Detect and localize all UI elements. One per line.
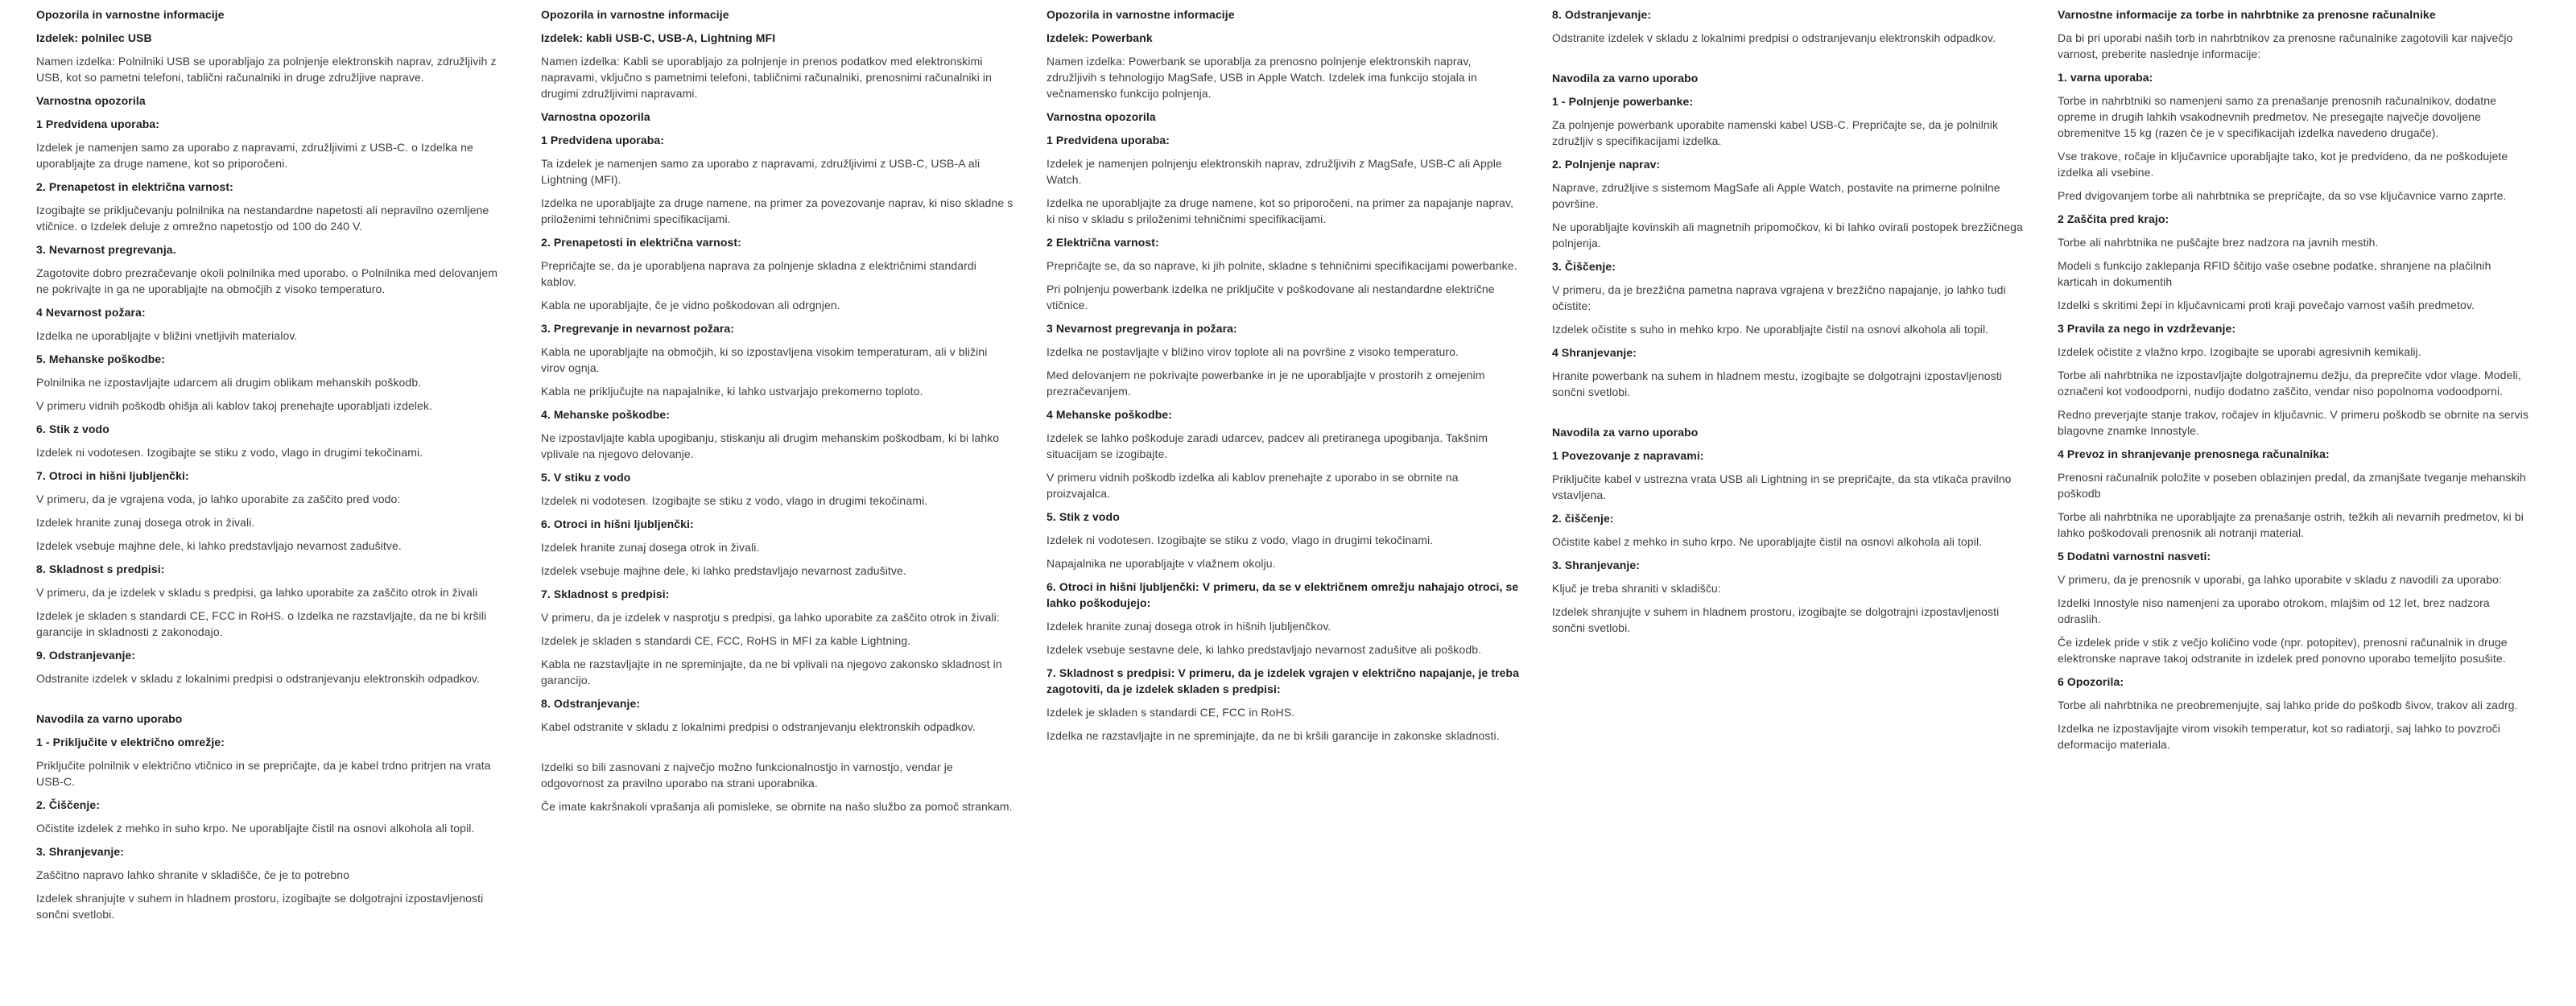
section-heading: 1 - Polnjenje powerbanke: (1552, 95, 1694, 108)
paragraph: Namen izdelka: Powerbank se uporablja za prenosno polnjenje elektronskih naprav, združljivih s tehnologijo MagSafe, USB in Apple Watch. Izdelek ima funkcijo stojala in večnamensko funkcijo polnjenja. (1046, 55, 1477, 100)
paragraph: V primeru, da je brezžična pametna naprava vgrajena v brezžično napajanje, jo lahko tudi očistite: (1552, 283, 2006, 312)
section-heading: Opozorila in varnostne informacije (36, 8, 225, 21)
paragraph: Izdelki Innostyle niso namenjeni za uporabo otrokom, mlajšim od 12 let, brez nadzora odraslih. (2058, 596, 2490, 625)
section-heading: 5. Stik z vodo (1046, 510, 1120, 523)
section-heading: 1 Predvidena uporaba: (541, 134, 665, 146)
paragraph: Izdelek je skladen s standardi CE, FCC in RoHS. (1046, 706, 1295, 719)
paragraph: Napajalnika ne uporabljajte v vlažnem okolju. (1046, 557, 1276, 570)
paragraph: Polnilnika ne izpostavljajte udarcem ali drugim oblikam mehanskih poškodb. (36, 376, 422, 389)
section-heading: 8. Odstranjevanje: (541, 697, 641, 710)
section-heading: 4 Nevarnost požara: (36, 306, 146, 319)
paragraph: Izdelka ne razstavljajte in ne spreminjajte, da ne bi kršili garancije in zakonske skladnosti. (1046, 729, 1500, 742)
paragraph: Izdelek shranjujte v suhem in hladnem prostoru, izogibajte se dolgotrajni izpostavljenosti sončni svetlobi. (36, 892, 484, 921)
column-cables (541, 6, 1014, 822)
paragraph: Hranite powerbank na suhem in hladnem mestu, izogibajte se dolgotrajni izpostavljenosti sončni svetlobi. (1552, 369, 2002, 398)
paragraph: Izdelek ni vodotesen. Izogibajte se stiku z vodo, vlago in drugimi tekočinami. (36, 446, 423, 459)
section-heading: 5. Mehanske poškodbe: (36, 353, 166, 365)
section-heading: 9. Odstranjevanje: (36, 649, 136, 662)
section-heading: 3. Nevarnost pregrevanja. (36, 243, 176, 256)
paragraph: Ne izpostavljajte kabla upogibanju, stiskanju ali drugim mehanskim poškodbam, ki bi lahko vplivale na njegovo delovanje. (541, 431, 1000, 460)
paragraph: Pred dvigovanjem torbe ali nahrbtnika se prepričajte, da so vse ključavnice varno zaprte. (2058, 189, 2507, 202)
section-heading: 2. Prenapetost in električna varnost: (36, 180, 233, 193)
section-heading: 2. Polnjenje naprav: (1552, 158, 1661, 171)
column-laptop-bags (2058, 6, 2531, 760)
column-usb-charger (36, 6, 510, 930)
paragraph: Da bi pri uporabi naših torb in nahrbtnikov za prenosne računalnike zagotovili kar največjo varnost, preberite naslednje informacije: (2058, 31, 2513, 60)
section-heading: 8. Odstranjevanje: (1552, 8, 1652, 21)
paragraph: Naprave, združljive s sistemom MagSafe ali Apple Watch, postavite na primerne polnilne površine. (1552, 181, 2000, 210)
section-heading: 3. Shranjevanje: (36, 845, 124, 858)
paragraph: Izdelek je skladen s standardi CE, FCC, RoHS in MFI za kable Lightning. (541, 634, 911, 647)
section-heading: 1 Predvidena uporaba: (36, 118, 160, 130)
section-heading: Varnostna opozorila (541, 110, 650, 123)
paragraph: Izdelek vsebuje sestavne dele, ki lahko predstavljajo nevarnost zadušitve ali poškodb. (1046, 643, 1482, 656)
section-heading: 1 - Priključite v električno omrežje: (36, 736, 225, 748)
paragraph: Izdelek je skladen s standardi CE, FCC in RoHS. o Izdelka ne razstavljajte, da ne bi kršili garancije in skladnosti z zakonodajo. (36, 609, 487, 638)
section-heading: Varnostna opozorila (36, 94, 146, 107)
paragraph: Izdelek očistite z vlažno krpo. Izogibajte se uporabi agresivnih kemikalij. (2058, 345, 2421, 358)
section-heading: 4 Prevoz in shranjevanje prenosnega računalnika: (2058, 447, 2330, 460)
paragraph: Zaščitno napravo lahko shranite v skladišče, če je to potrebno (36, 868, 350, 881)
section-heading: 2. čiščenje: (1552, 512, 1614, 525)
paragraph: Izdelek ni vodotesen. Izogibajte se stiku z vodo, vlago in drugimi tekočinami. (541, 494, 928, 507)
section-heading: Izdelek: kabli USB-C, USB-A, Lightning MFI (541, 31, 776, 44)
paragraph: Ključ je treba shraniti v skladišču: (1552, 582, 1721, 595)
section-heading: 2 Električna varnost: (1046, 236, 1159, 249)
paragraph: Izdelka ne uporabljajte za druge namene, kot so priporočeni, na primer za napajanje naprav, ki niso v skladu s priloženimi tehničnimi specifikacijami. (1046, 196, 1514, 225)
paragraph: Izdelek ni vodotesen. Izogibajte se stiku z vodo, vlago in drugimi tekočinami. (1046, 534, 1434, 546)
paragraph: Torbe ali nahrbtnika ne puščajte brez nadzora na javnih mestih. (2058, 236, 2379, 249)
paragraph: Izdelka ne uporabljajte za druge namene, na primer za povezovanje naprav, ki niso skladne s priloženimi tehničnimi specifikacijami. (541, 196, 1013, 225)
paragraph: Izdelek se lahko poškoduje zaradi udarcev, padcev ali pretiranega upogibanja. Takšnim situacijam se izogibajte. (1046, 431, 1488, 460)
paragraph: Izdelek je namenjen polnjenju elektronskih naprav, združljivih z MagSafe, USB-C ali Apple Watch. (1046, 157, 1502, 186)
paragraph: Torbe ali nahrbtnika ne izpostavljajte dolgotrajnemu dežju, da preprečite vdor vlage. Modeli, označeni kot vodoodporni, nudijo dodatno zaščito, vendar niso popolnoma vodoodporni. (2058, 369, 2521, 398)
section-heading: 8. Skladnost s predpisi: (36, 563, 165, 575)
section-heading: Izdelek: polnilec USB (36, 31, 152, 44)
column-powerbank (1046, 6, 1520, 751)
section-heading: Varnostna opozorila (1046, 110, 1156, 123)
section-heading: 3. Pregrevanje in nevarnost požara: (541, 322, 735, 335)
paragraph: Izdelek hranite zunaj dosega otrok in živali. (36, 516, 255, 529)
paragraph: Izdelek vsebuje majhne dele, ki lahko predstavljajo nevarnost zadušitve. (541, 564, 906, 577)
paragraph: V primeru vidnih poškodb ohišja ali kablov takoj prenehajte uporabljati izdelek. (36, 399, 433, 412)
section-heading: 7. Otroci in hišni ljubljenčki: (36, 469, 189, 482)
paragraph: Izogibajte se priključevanju polnilnika na nestandardne napetosti ali nepravilno ozemljene vtičnice. o Izdelek deluje z omrežno napetostjo od 100 do 240 V. (36, 204, 489, 233)
section-heading: Opozorila in varnostne informacije (1046, 8, 1235, 21)
section-heading: 2. Prenapetosti in električna varnost: (541, 236, 741, 249)
paragraph: Ne uporabljajte kovinskih ali magnetnih pripomočkov, ki bi lahko ovirali postopek brezžičnega polnjenja. (1552, 221, 2023, 249)
paragraph: Prenosni računalnik položite v poseben oblazinjen predal, da zmanjšate tveganje mehanskih poškodb (2058, 471, 2526, 500)
section-heading: 4 Mehanske poškodbe: (1046, 408, 1173, 421)
section-heading: 7. Skladnost s predpisi: V primeru, da je izdelek vgrajen v električno napajanje, je treba zagotoviti, da je izdelek skladen s predpisi: (1046, 666, 1520, 695)
paragraph: Priključite kabel v ustrezna vrata USB ali Lightning in se prepričajte, da sta vtikača pravilno vstavljena. (1552, 472, 2012, 501)
paragraph: Priključite polnilnik v električno vtičnico in se prepričajte, da je kabel trdno pritrjen na vrata USB-C. (36, 759, 491, 788)
paragraph: Odstranite izdelek v skladu z lokalnimi predpisi o odstranjevanju elektronskih odpadkov. (1552, 31, 1996, 44)
paragraph: Izdelki s skritimi žepi in ključavnicami proti kraji povečajo varnost vaših predmetov. (2058, 299, 2475, 311)
paragraph: Za polnjenje powerbank uporabite namenski kabel USB-C. Prepričajte se, da je polnilnik združljiv s specifikacijami izdelka. (1552, 118, 1999, 147)
paragraph: Prepričajte se, da so naprave, ki jih polnite, skladne s tehničnimi specifikacijami powerbanke. (1046, 259, 1517, 272)
paragraph: Med delovanjem ne pokrivajte powerbanke in je ne uporabljajte v prostorih z omejenim prezračevanjem. (1046, 369, 1485, 398)
paragraph: Namen izdelka: Polnilniki USB se uporabljajo za polnjenje elektronskih naprav, združljivih z USB, kot so pametni telefoni, tablični računalniki in druge združljive naprave. (36, 55, 497, 84)
section-heading: 5 Dodatni varnostni nasveti: (2058, 550, 2211, 563)
paragraph: Kabla ne priključujte na napajalnike, ki lahko ustvarjajo prekomerno toploto. (541, 385, 923, 398)
paragraph: Če izdelek pride v stik z večjo količino vode (npr. potopitev), prenosni računalnik in druge elektronske naprave takoj odstranite in izdelek pred ponovno uporabo temeljito posušite. (2058, 636, 2508, 665)
section-heading: 7. Skladnost s predpisi: (541, 588, 670, 600)
paragraph: Izdelka ne izpostavljajte virom visokih temperatur, kot so radiatorji, saj lahko to povzroči deformacijo materiala. (2058, 722, 2500, 751)
paragraph: Redno preverjajte stanje trakov, ročajev in ključavnic. V primeru poškodb se obrnite na servis blagovne znamke Innostyle. (2058, 408, 2529, 437)
paragraph: Prepričajte se, da je uporabljena naprava za polnjenje skladna z električnimi standardi kablov. (541, 259, 977, 288)
section-heading: 1. varna uporaba: (2058, 71, 2153, 84)
section-heading: Opozorila in varnostne informacije (541, 8, 729, 21)
paragraph: V primeru, da je izdelek v nasprotju s predpisi, ga lahko uporabite za zaščito otrok in živali: (541, 611, 1000, 624)
paragraph: V primeru, da je izdelek v skladu s predpisi, ga lahko uporabite za zaščito otrok in živali (36, 586, 478, 599)
section-heading: Varnostne informacije za torbe in nahrbtnike za prenosne računalnike (2058, 8, 2436, 21)
section-heading: Izdelek: Powerbank (1046, 31, 1153, 44)
section-heading: Navodila za varno uporabo (36, 712, 183, 725)
paragraph: Če imate kakršnakoli vprašanja ali pomisleke, se obrnite na našo službo za pomoč strankam. (541, 800, 1013, 813)
paragraph: Izdelek očistite s suho in mehko krpo. Ne uporabljajte čistil na osnovi alkohola ali topil. (1552, 323, 1989, 336)
paragraph: Izdelek hranite zunaj dosega otrok in živali. (541, 541, 760, 554)
section-heading: 3. Čiščenje: (1552, 260, 1616, 273)
section-heading: Navodila za varno uporabo (1552, 426, 1699, 439)
paragraph: Torbe ali nahrbtnika ne preobremenjujte, saj lahko pride do poškodb šivov, trakov ali zadrg. (2058, 699, 2518, 711)
section-heading: Navodila za varno uporabo (1552, 72, 1699, 85)
paragraph: Kabla ne razstavljajte in ne spreminjajte, da ne bi vplivali na njegovo zakonsko skladnost in garancijo. (541, 658, 1002, 686)
paragraph: Izdelka ne uporabljajte v bližini vnetljivih materialov. (36, 329, 298, 342)
paragraph: Izdelek vsebuje majhne dele, ki lahko predstavljajo nevarnost zadušitve. (36, 539, 402, 552)
paragraph: Vse trakove, ročaje in ključavnice uporabljajte tako, kot je predvideno, da ne poškodujete izdelka ali vsebine. (2058, 150, 2508, 179)
paragraph: Pri polnjenju powerbank izdelka ne priključite v poškodovane ali nestandardne električne vtičnice. (1046, 282, 1495, 311)
paragraph: Zagotovite dobro prezračevanje okoli polnilnika med uporabo. o Polnilnika med delovanjem ne pokrivajte in ga ne uporabljajte na območjih z visoko temperaturo. (36, 266, 498, 295)
paragraph: Izdelek shranjujte v suhem in hladnem prostoru, izogibajte se dolgotrajni izpostavljenosti sončni svetlobi. (1552, 605, 2000, 634)
section-heading: 6. Otroci in hišni ljubljenčki: (541, 517, 694, 530)
paragraph: Izdelki so bili zasnovani z največjo možno funkcionalnostjo in varnostjo, vendar je odgovornost za pravilno uporabo na strani uporabnika. (541, 761, 953, 790)
paragraph: Očistite kabel z mehko in suho krpo. Ne uporabljajte čistil na osnovi alkohola ali topil. (1552, 535, 1983, 548)
section-heading: 6 Opozorila: (2058, 675, 2124, 688)
paragraph: Očistite izdelek z mehko in suho krpo. Ne uporabljajte čistil na osnovi alkohola ali topil. (36, 822, 475, 835)
section-heading: 5. V stiku z vodo (541, 471, 631, 484)
paragraph: V primeru, da je prenosnik v uporabi, ga lahko uporabite v skladu z navodili za uporabo: (2058, 573, 2503, 586)
paragraph: Modeli s funkcijo zaklepanja RFID ščitijo vaše osebne podatke, shranjene na plačilnih karticah in dokumentih (2058, 259, 2491, 288)
paragraph: Torbe ali nahrbtnika ne uporabljajte za prenašanje ostrih, težkih ali nevarnih predmetov, ki bi lahko poškodovali prenosnik ali notranji material. (2058, 510, 2524, 539)
paragraph: Ta izdelek je namenjen samo za uporabo z napravami, združljivimi z USB-C, USB-A ali Lightning (MFI). (541, 157, 980, 186)
paragraph: Kabla ne uporabljajte na območjih, ki so izpostavljena visokim temperaturam, ali v bližini virov ognja. (541, 345, 988, 374)
section-heading: 3 Nevarnost pregrevanja in požara: (1046, 322, 1237, 335)
section-heading: 1 Predvidena uporaba: (1046, 134, 1170, 146)
section-heading: 4 Shranjevanje: (1552, 346, 1637, 359)
section-heading: 1 Povezovanje z napravami: (1552, 449, 1704, 462)
paragraph: Izdelka ne postavljajte v bližino virov toplote ali na površine z visoko temperaturo. (1046, 345, 1459, 358)
paragraph: Izdelek hranite zunaj dosega otrok in hišnih ljubljenčkov. (1046, 620, 1331, 633)
column-powerbank-usage (1552, 6, 2025, 643)
paragraph: Namen izdelka: Kabli se uporabljajo za polnjenje in prenos podatkov med elektronskimi napravami, vključno s pametnimi telefoni, tabličnimi računalniki, prenosnimi računalniki in drugimi združljivimi napravami. (541, 55, 993, 100)
section-heading: 3 Pravila za nego in vzdrževanje: (2058, 322, 2236, 335)
section-heading: 6. Stik z vodo (36, 423, 109, 435)
paragraph: Torbe in nahrbtniki so namenjeni samo za prenašanje prenosnih računalnikov, dodatne opreme in drugih lahkih vsakodnevnih predmetov. Ne presegajte največje dovoljene obremenitve 15 kg (razen če je v specifikacijah izdelka navedeno drugače). (2058, 94, 2497, 139)
paragraph: Odstranite izdelek v skladu z lokalnimi predpisi o odstranjevanju elektronskih odpadkov. (36, 672, 480, 685)
paragraph: Kabel odstranite v skladu z lokalnimi predpisi o odstranjevanju elektronskih odpadkov. (541, 720, 976, 733)
section-heading: 6. Otroci in hišni ljubljenčki: V primeru, da se v električnem omrežju nahajajo otroci, se lahko poškodujejo: (1046, 580, 1519, 609)
paragraph: Kabla ne uporabljajte, če je vidno poškodovan ali odrgnjen. (541, 299, 840, 311)
section-heading: 3. Shranjevanje: (1552, 559, 1640, 571)
paragraph: V primeru, da je vgrajena voda, jo lahko uporabite za zaščito pred vodo: (36, 493, 401, 505)
section-heading: 2 Zaščita pred krajo: (2058, 212, 2169, 225)
section-heading: 2. Čiščenje: (36, 798, 101, 811)
paragraph: Izdelek je namenjen samo za uporabo z napravami, združljivimi z USB-C. o Izdelka ne uporabljajte za druge namene, kot so priporočeni. (36, 141, 473, 170)
paragraph: V primeru vidnih poškodb izdelka ali kablov prenehajte z uporabo in se obrnite na proizvajalca. (1046, 471, 1459, 500)
section-heading: 4. Mehanske poškodbe: (541, 408, 671, 421)
